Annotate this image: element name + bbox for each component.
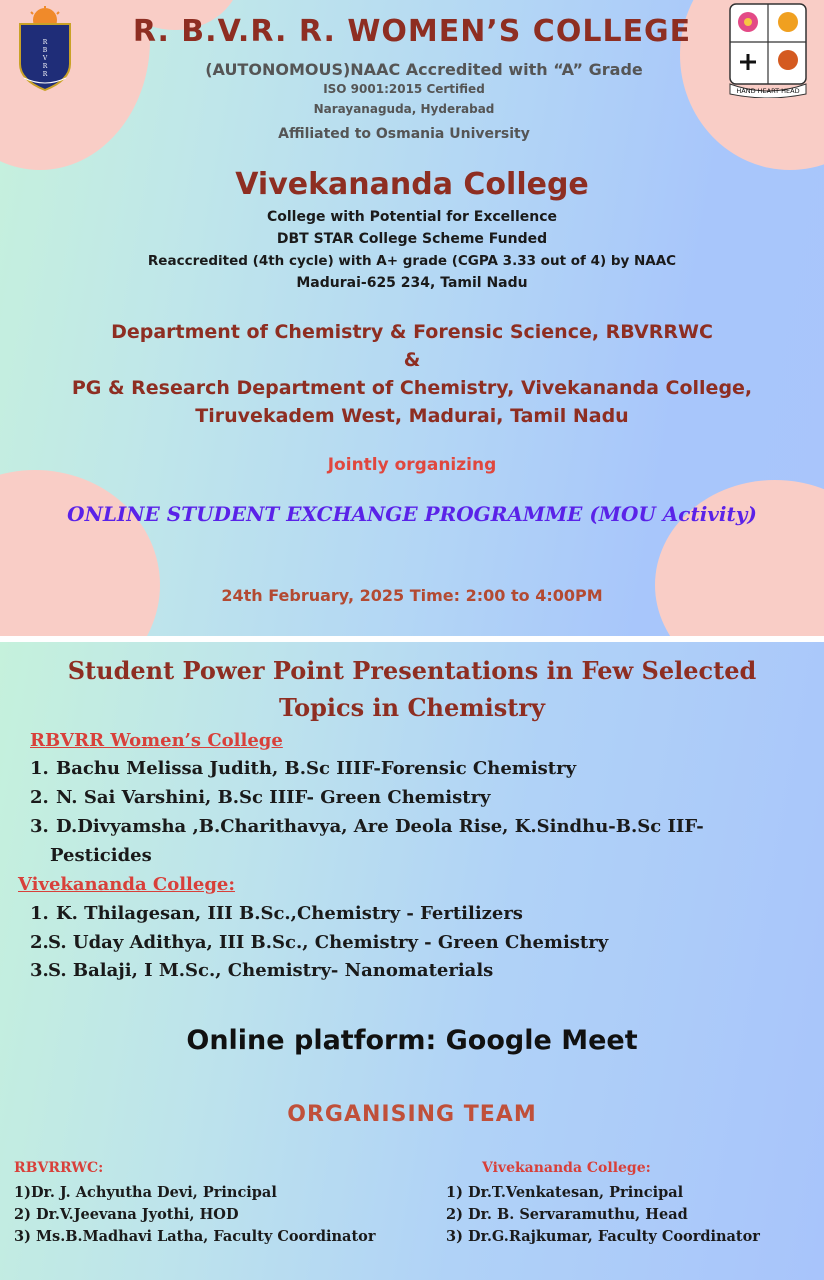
organising-team-heading: ORGANISING TEAM [287, 1102, 537, 1127]
vivekananda-line: DBT STAR College Scheme Funded [276, 231, 548, 247]
list-item [30, 960, 493, 981]
jointly-organizing-text: Jointly organizing [327, 455, 497, 475]
svg-text:R: R [42, 39, 48, 46]
list-text: S. Uday Adithya, III B.Sc., Chemistry - Green Chemistry [48, 932, 609, 953]
accreditation-text: (AUTONOMOUS)NAAC Accredited with “A” Grade [205, 60, 643, 79]
list-number: 3. [30, 960, 49, 981]
list-number: 2. [30, 787, 49, 808]
svg-text:V: V [42, 55, 48, 62]
list-item [30, 758, 576, 779]
vivekananda-line: Madurai-625 234, Tamil Nadu [296, 275, 528, 291]
list-number: 2. [30, 932, 49, 953]
team-heading-rbvrrwc: RBVRRWC: [14, 1160, 104, 1176]
list-item [30, 787, 491, 808]
online-platform-text: Online platform: Google Meet [186, 1025, 638, 1056]
department-line: PG & Research Department of Chemistry, Vivekananda College, [71, 377, 753, 399]
team-member: 3) Dr.G.Rajkumar, Faculty Coordinator [446, 1228, 760, 1245]
iso-text: ISO 9001:2015 Certified [323, 82, 485, 96]
college-name-rbvrr: R. B.V.R. R. WOMEN’S COLLEGE [132, 14, 692, 49]
department-line: Tiruvekadem West, Madurai, Tamil Nadu [195, 405, 629, 427]
team-member: 3) Ms.B.Madhavi Latha, Faculty Coordinator [14, 1228, 376, 1245]
svg-text:R: R [42, 63, 48, 70]
presentations-panel [0, 642, 824, 1280]
team-member: 2) Dr. B. Servaramuthu, Head [446, 1206, 688, 1223]
group-heading-vivekananda: Vivekananda College: [18, 874, 236, 895]
list-text: D.Divyamsha ,B.Charithavya, Are Deola Rise, K.Sindhu-B.Sc IIF- [56, 816, 704, 837]
programme-title: ONLINE STUDENT EXCHANGE PROGRAMME (MOU Activity) [67, 502, 757, 526]
group-heading-rbvrr: RBVRR Women’s College [30, 730, 283, 751]
list-item-continuation: Pesticides [50, 845, 152, 866]
location-text: Narayanaguda, Hyderabad [313, 102, 495, 116]
presentations-title: Topics in Chemistry [279, 693, 545, 722]
svg-text:B: B [42, 47, 48, 54]
list-text: Bachu Melissa Judith, B.Sc IIIF-Forensic Chemistry [56, 758, 577, 779]
header-panel [0, 0, 824, 636]
list-number: 1. [30, 903, 49, 924]
team-member: 1)Dr. J. Achyutha Devi, Principal [14, 1184, 277, 1201]
decorative-blob [0, 470, 160, 636]
list-item [30, 816, 704, 837]
vivekananda-line: College with Potential for Excellence [266, 209, 557, 225]
list-number: 3. [30, 816, 49, 837]
team-member: 2) Dr.V.Jeevana Jyothi, HOD [14, 1206, 239, 1223]
presentations-title: Student Power Point Presentations in Few Selected [67, 656, 757, 685]
svg-text:R: R [42, 71, 48, 78]
list-item [30, 903, 523, 924]
svg-text:HAND HEART HEAD: HAND HEART HEAD [736, 87, 800, 95]
team-heading-vivekananda: Vivekananda College: [482, 1160, 651, 1176]
list-text: S. Balaji, I M.Sc., Chemistry- Nanomaterials [48, 960, 494, 981]
team-member: 1) Dr.T.Venkatesan, Principal [446, 1184, 684, 1201]
college-name-vivekananda: Vivekananda College [235, 167, 589, 202]
department-line: Department of Chemistry & Forensic Science, RBVRRWC [111, 321, 713, 343]
event-date-time: 24th February, 2025 Time: 2:00 to 4:00PM [221, 586, 603, 605]
list-text: K. Thilagesan, III B.Sc.,Chemistry - Fertilizers [56, 903, 523, 924]
affiliation-text: Affiliated to Osmania University [278, 126, 530, 142]
list-item [30, 932, 608, 953]
list-text: N. Sai Varshini, B.Sc IIIF- Green Chemistry [56, 787, 491, 808]
list-number: 1. [30, 758, 49, 779]
vivekananda-line: Reaccredited (4th cycle) with A+ grade (CGPA 3.33 out of 4) by NAAC [147, 253, 677, 269]
department-ampersand: & [403, 349, 421, 371]
